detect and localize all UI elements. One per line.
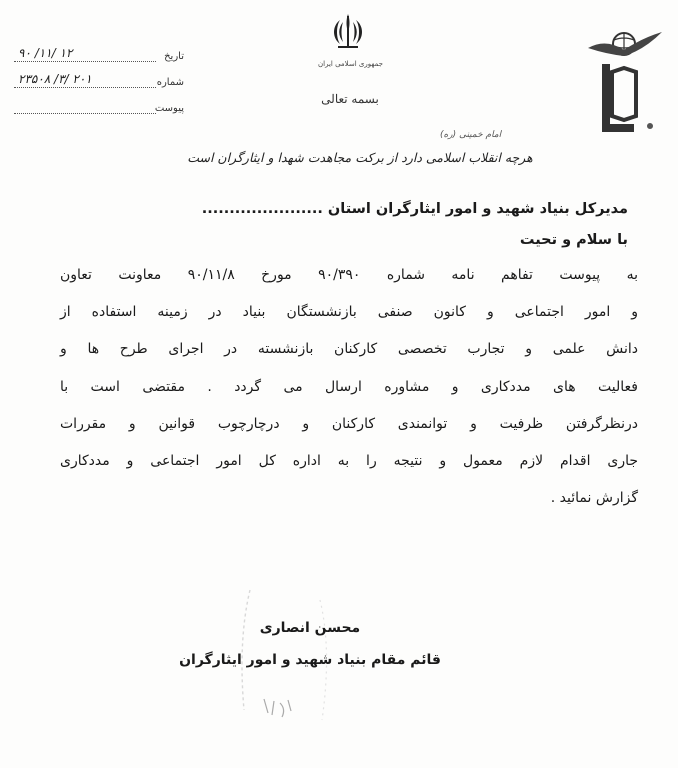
number-value: ۲۳۵۰۸ /۳/ ۲۰۱ bbox=[18, 72, 92, 86]
body-line: به پیوست تفاهم نامه شماره ۹۰/۳۹۰ مورخ ۹۰/۱۱/۸ معاونت تعاون bbox=[60, 267, 639, 283]
letter-meta bbox=[14, 36, 184, 114]
slogan-attribution: امام خمینی (ره) bbox=[440, 130, 502, 140]
attachment-label: پیوست bbox=[154, 103, 184, 114]
attachment-row bbox=[14, 88, 184, 114]
date-value: ۹۰ /۱۱/ ۱۲ bbox=[18, 46, 73, 60]
body-line: گزارش نمائید . bbox=[550, 490, 638, 507]
number-label: شماره bbox=[156, 77, 184, 88]
slogan-text: هرچه انقلاب اسلامی دارد از برکت مجاهدت شهدا و ایثارگران است bbox=[187, 150, 533, 165]
date-label: تاریخ bbox=[164, 51, 184, 62]
signer-name: محسن انصاری bbox=[259, 620, 361, 636]
basmala: بسمه تعالی bbox=[321, 92, 379, 106]
body-line: جاری اقدام لازم معمول و نتیجه را به اداره کل امور اجتماعی و مددکاری bbox=[60, 453, 638, 470]
letter-body bbox=[60, 257, 638, 517]
body-line: و امور اجتماعی و کانون صنفی بازنشستگان بنیاد در زمینه استفاده از bbox=[60, 304, 638, 321]
date-row bbox=[14, 36, 184, 62]
body-line: دانش علمی و تجارب تخصصی کارکنان بازنشسته در اجرای طرح ها و bbox=[60, 341, 638, 358]
number-row bbox=[14, 62, 184, 88]
body-line: فعالیت های مددکاری و مشاوره ارسال می گردد . مقتضی است با bbox=[60, 378, 638, 395]
letter-greeting: با سلام و تحیت bbox=[519, 232, 628, 248]
signature-mark-icon bbox=[258, 695, 298, 721]
foundation-logo-icon bbox=[584, 28, 664, 138]
signer-title: قائم مقام بنیاد شهید و امور ایثارگران bbox=[179, 652, 441, 668]
letter-recipient: مدیرکل بنیاد شهید و امور ایثارگران استان ...................... bbox=[201, 201, 628, 217]
national-emblem bbox=[318, 10, 383, 68]
body-line: درنظرگرفتن ظرفیت و توانمندی کارکنان و درچارچوب قوانین و مقررات bbox=[60, 415, 638, 432]
emblem-subtitle: جمهوری اسلامی ایران bbox=[318, 60, 383, 68]
emblem-icon bbox=[326, 10, 370, 54]
